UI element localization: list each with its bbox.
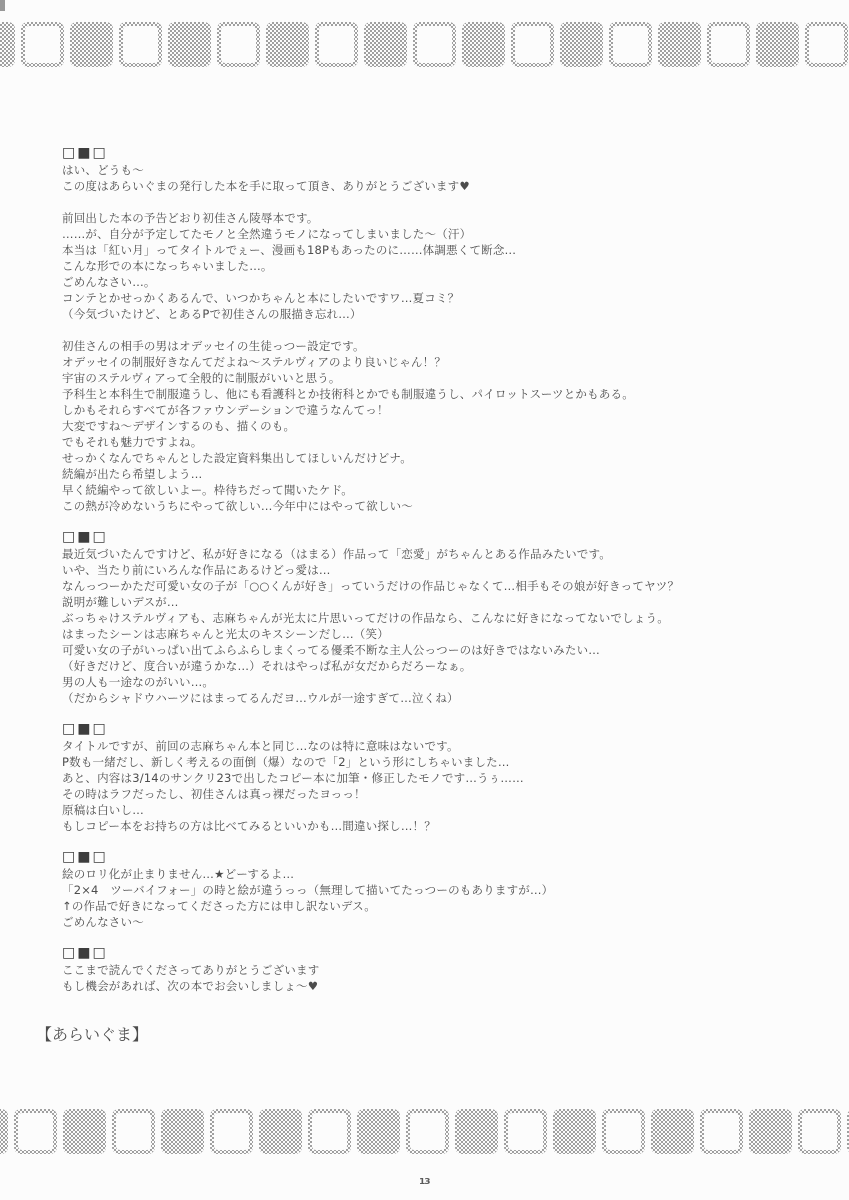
border-tile-outlined — [21, 22, 64, 67]
border-tile-outlined — [308, 1109, 351, 1154]
border-tile-outlined — [217, 22, 260, 67]
text-line: 前回出した本の予告どおり初佳さん陵辱本です。 — [62, 211, 319, 225]
text-line: でもそれも魅力ですよね。 — [62, 435, 203, 449]
text-line: 最近気づいたんですけど、私が好きになる（はまる）作品って「恋愛」がちゃんとある作品みたいです。 — [62, 547, 611, 561]
text-line: 本当は「紅い月」ってタイトルでぇー、漫画も18Pもあったのに……体調悪くて断念… — [62, 243, 517, 257]
page-number: 13 — [419, 1177, 430, 1187]
border-tile-filled — [266, 22, 309, 67]
border-tile-filled — [364, 22, 407, 67]
text-line: せっかくなんでちゃんとした設定資料集出してほしいんだけどナ。 — [62, 451, 412, 465]
text-line: タイトルですが、前回の志麻ちゃん本と同じ…なのは特に意味はないです。 — [62, 739, 459, 753]
border-tile-filled — [0, 1109, 8, 1154]
text-line: （好きだけど、度合いが違うかな…）それはやっぱ私が女だからだろーなぁ。 — [62, 659, 472, 673]
border-tile-filled — [560, 22, 603, 67]
text-line: もし機会があれば、次の本でお会いしましょ～♥ — [62, 979, 319, 993]
afterword-text — [62, 146, 832, 1010]
border-tile-outlined — [504, 1109, 547, 1154]
text-line: はい、どうも～ — [62, 163, 144, 177]
text-line: あと、内容は3/14のサンクリ23で出したコピー本に加筆・修正したモノです…うぅ…… — [62, 771, 524, 785]
text-line: 大変ですね～デザインするのも、描くのも。 — [62, 419, 296, 433]
text-line: もしコピー本をお持ちの方は比べてみるといいかも…間違い探し…！？ — [62, 819, 436, 833]
border-tile-outlined — [210, 1109, 253, 1154]
border-tile-outlined — [707, 22, 750, 67]
author-signature: 【あらいぐま】 — [36, 1025, 149, 1044]
border-tile-outlined — [413, 22, 456, 67]
border-tile-outlined — [609, 22, 652, 67]
border-tile-filled — [0, 22, 15, 67]
text-line: ここまで読んでくださってありがとうございます — [62, 963, 320, 977]
text-line: なんっつーかただ可愛い女の子が「○○くんが好き」っていうだけの作品じゃなくて…相手もその娘が好きってヤツ？ — [62, 579, 680, 593]
text-line: ごめんなさい…。 — [62, 275, 156, 289]
text-section — [62, 338, 832, 514]
text-line: この熱が冷めないうちにやって欲しい…今年中にはやって欲しい～ — [62, 499, 413, 513]
scan-artifact — [0, 0, 5, 11]
section-marker: □■□ — [62, 529, 108, 545]
border-tile-outlined — [406, 1109, 449, 1154]
border-tile-filled — [749, 1109, 792, 1154]
border-tile-filled — [63, 1109, 106, 1154]
text-line: 続編が出たら希望しよう… — [62, 467, 203, 481]
text-line: （今気づいたけど、とあるPで初佳さんの服描き忘れ…） — [62, 307, 362, 321]
text-line: 「2×4 ツーバイフォー」の時と絵が違うっっ（無理して描いてたっつーのもありますが…） — [62, 883, 554, 897]
decorative-border-bottom — [0, 1109, 849, 1154]
text-line: P数も一緒だし、新しく考えるの面倒（爆）なので「2」という形にしちゃいました… — [62, 755, 510, 769]
decorative-border-top — [0, 22, 849, 67]
section-marker: □■□ — [62, 945, 108, 961]
text-line: しかもそれらすべてが各ファウンデーションで違うなんてっ！ — [62, 403, 389, 417]
border-tile-filled — [553, 1109, 596, 1154]
border-tile-filled — [70, 22, 113, 67]
text-section — [62, 722, 832, 834]
text-section — [62, 946, 832, 994]
border-tile-outlined — [798, 1109, 841, 1154]
border-tile-outlined — [700, 1109, 743, 1154]
text-line: （だからシャドウハーツにはまってるんだヨ…ウルが一途すぎて…泣くね） — [62, 691, 459, 705]
section-marker: □■□ — [62, 721, 108, 737]
border-tile-outlined — [602, 1109, 645, 1154]
text-line: その時はラフだったし、初佳さんは真っ裸だったヨっっ！ — [62, 787, 366, 801]
text-line: はまったシーンは志麻ちゃんと光太のキスシーンだし…（笑） — [62, 627, 389, 641]
text-section — [62, 146, 832, 194]
text-section — [62, 530, 832, 706]
border-tile-filled — [756, 22, 799, 67]
section-marker: □■□ — [62, 849, 108, 865]
text-section — [62, 850, 832, 930]
border-tile-filled — [658, 22, 701, 67]
text-line: 原稿は白いし… — [62, 803, 144, 817]
border-tile-outlined — [14, 1109, 57, 1154]
text-line: 説明が難しいデスが… — [62, 595, 179, 609]
text-line: いや、当たり前にいろんな作品にあるけどっ愛は… — [62, 563, 331, 577]
border-tile-filled — [651, 1109, 694, 1154]
text-line: ……が、自分が予定してたモノと全然違うモノになってしまいました～（汗） — [62, 227, 472, 241]
text-line: 絵のロリ化が止まりません…★どーするよ… — [62, 867, 295, 881]
border-tile-outlined — [805, 22, 848, 67]
border-tile-filled — [259, 1109, 302, 1154]
text-line: コンテとかせっかくあるんで、いつかちゃんと本にしたいですワ…夏コミ？ — [62, 291, 460, 305]
text-line: 予科生と本科生で制服違うし、他にも看護科とか技術科とかでも制服違うし、パイロットスーツとかもある。 — [62, 387, 634, 401]
section-marker: □■□ — [62, 145, 108, 161]
text-line: 男の人も一途なのがいい…。 — [62, 675, 215, 689]
text-line: 宇宙のステルヴィアって全般的に制服がいいと思う。 — [62, 371, 341, 385]
border-tile-outlined — [119, 22, 162, 67]
border-tile-filled — [357, 1109, 400, 1154]
text-line: 可愛い女の子がいっぱい出てふらふらしまくってる優柔不断な主人公っつーのは好きではないみたい… — [62, 643, 600, 657]
border-tile-filled — [161, 1109, 204, 1154]
border-tile-outlined — [511, 22, 554, 67]
text-section — [62, 210, 832, 322]
border-tile-outlined — [112, 1109, 155, 1154]
border-tile-filled — [455, 1109, 498, 1154]
border-tile-filled — [168, 22, 211, 67]
text-line: ↑の作品で好きになってくださった方には申し訳ないデス。 — [62, 899, 376, 913]
border-tile-outlined — [315, 22, 358, 67]
text-line: ごめんなさい～ — [62, 915, 144, 929]
text-line: ぶっちゃけステルヴィアも、志麻ちゃんが光太に片思いってだけの作品なら、こんなに好きになってないでしょう。 — [62, 611, 669, 625]
text-line: 早く続編やって欲しいよー。枠待ちだって聞いたケド。 — [62, 483, 354, 497]
text-line: 初佳さんの相手の男はオデッセイの生徒っつー設定です。 — [62, 339, 365, 353]
border-tile-filled — [462, 22, 505, 67]
text-line: オデッセイの制服好きなんてだよね～ステルヴィアのより良いじゃん！？ — [62, 355, 447, 369]
text-line: この度はあらいぐまの発行した本を手に取って頂き、ありがとうございます♥ — [62, 179, 470, 193]
text-line: こんな形での本になっちゃいました…。 — [62, 259, 273, 273]
